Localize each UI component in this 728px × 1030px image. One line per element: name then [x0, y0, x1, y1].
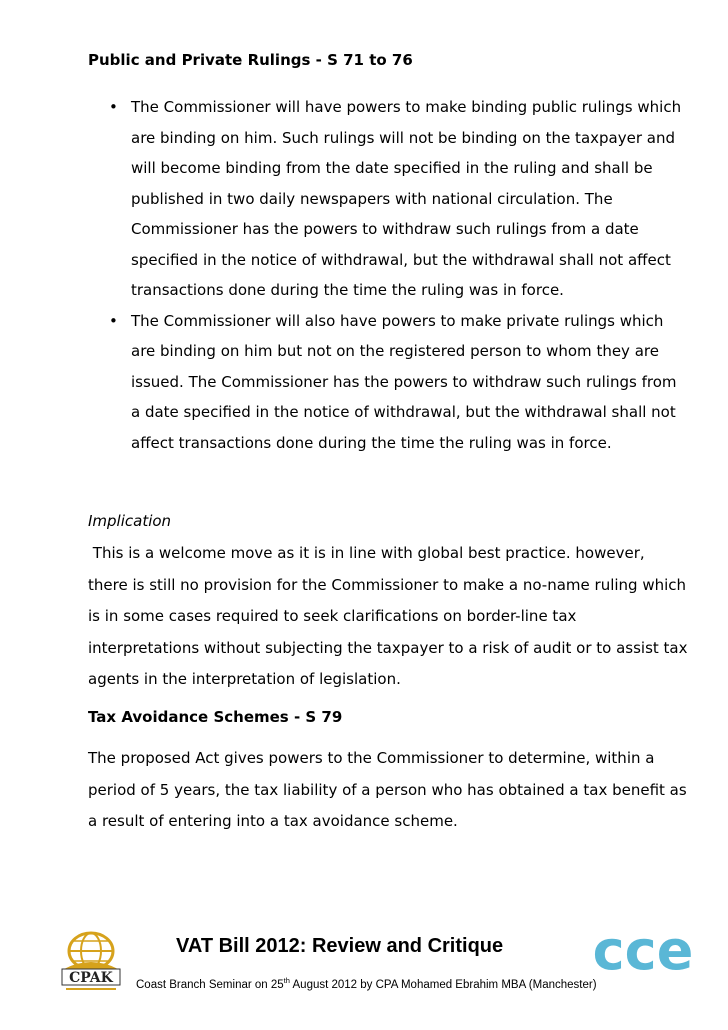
bullet-item — [88, 306, 688, 459]
cpak-logo-text: CPAK — [69, 970, 113, 986]
implication-text: This is a welcome move as it is in line with global best practice. however, there is still no provision for the Commissioner to make a no-name ruling which is in some cases required to seek clarifications on border-line tax interpretations without subjecting the taxpayer to a risk of audit or to assist tax agents in the interpretation of legislation. — [88, 544, 688, 688]
cce-logo — [583, 921, 703, 983]
bullet-dot-icon: • — [109, 98, 118, 116]
bullet-item — [88, 92, 688, 306]
rulings-heading: Public and Private Rulings - S 71 to 76 — [88, 51, 413, 69]
avoidance-heading: Tax Avoidance Schemes - S 79 — [88, 708, 343, 726]
footer-title: VAT Bill 2012: Review and Critique — [176, 935, 504, 957]
footer-seminar-line — [136, 976, 597, 991]
avoidance-paragraph: The proposed Act gives powers to the Commissioner to determine, within a period of 5 years, the tax liability of a person who has obtained a tax benefit as a result of entering into a tax avoidance scheme. — [88, 749, 687, 830]
cpak-logo — [58, 925, 124, 995]
rulings-bullet-list — [88, 92, 688, 458]
footer-line-start: Coast Branch Seminar on 25 — [136, 978, 284, 991]
footer-line-end: August 2012 by CPA Mohamed Ebrahim MBA (Manchester) — [289, 978, 597, 991]
bullet-text: The Commissioner will have powers to make binding public rulings which are binding on him. Such rulings will not be binding on the taxpayer and will become binding from the date specified in the ruling and shall be published in two daily newspapers with national circulation. The Commissioner has the powers to withdraw such rulings from a date specified in the notice of withdrawal, but the withdrawal shall not affect transactions done during the time the ruling was in force. — [131, 98, 682, 299]
cce-logo-text: cce — [592, 921, 694, 982]
bullet-dot-icon: • — [109, 311, 118, 330]
footer-line-sup: th — [283, 976, 290, 985]
implication-label: Implication — [88, 512, 172, 530]
bullet-text: The Commissioner will also have powers to make private rulings which are binding on him but not on the registered person to whom they are issued. The Commissioner has the powers to withdraw such rulings from a date specified in the notice of withdrawal, but the withdrawal shall not affect transactions done during the time the ruling was in force. — [131, 311, 677, 452]
implication-paragraph — [88, 538, 688, 696]
